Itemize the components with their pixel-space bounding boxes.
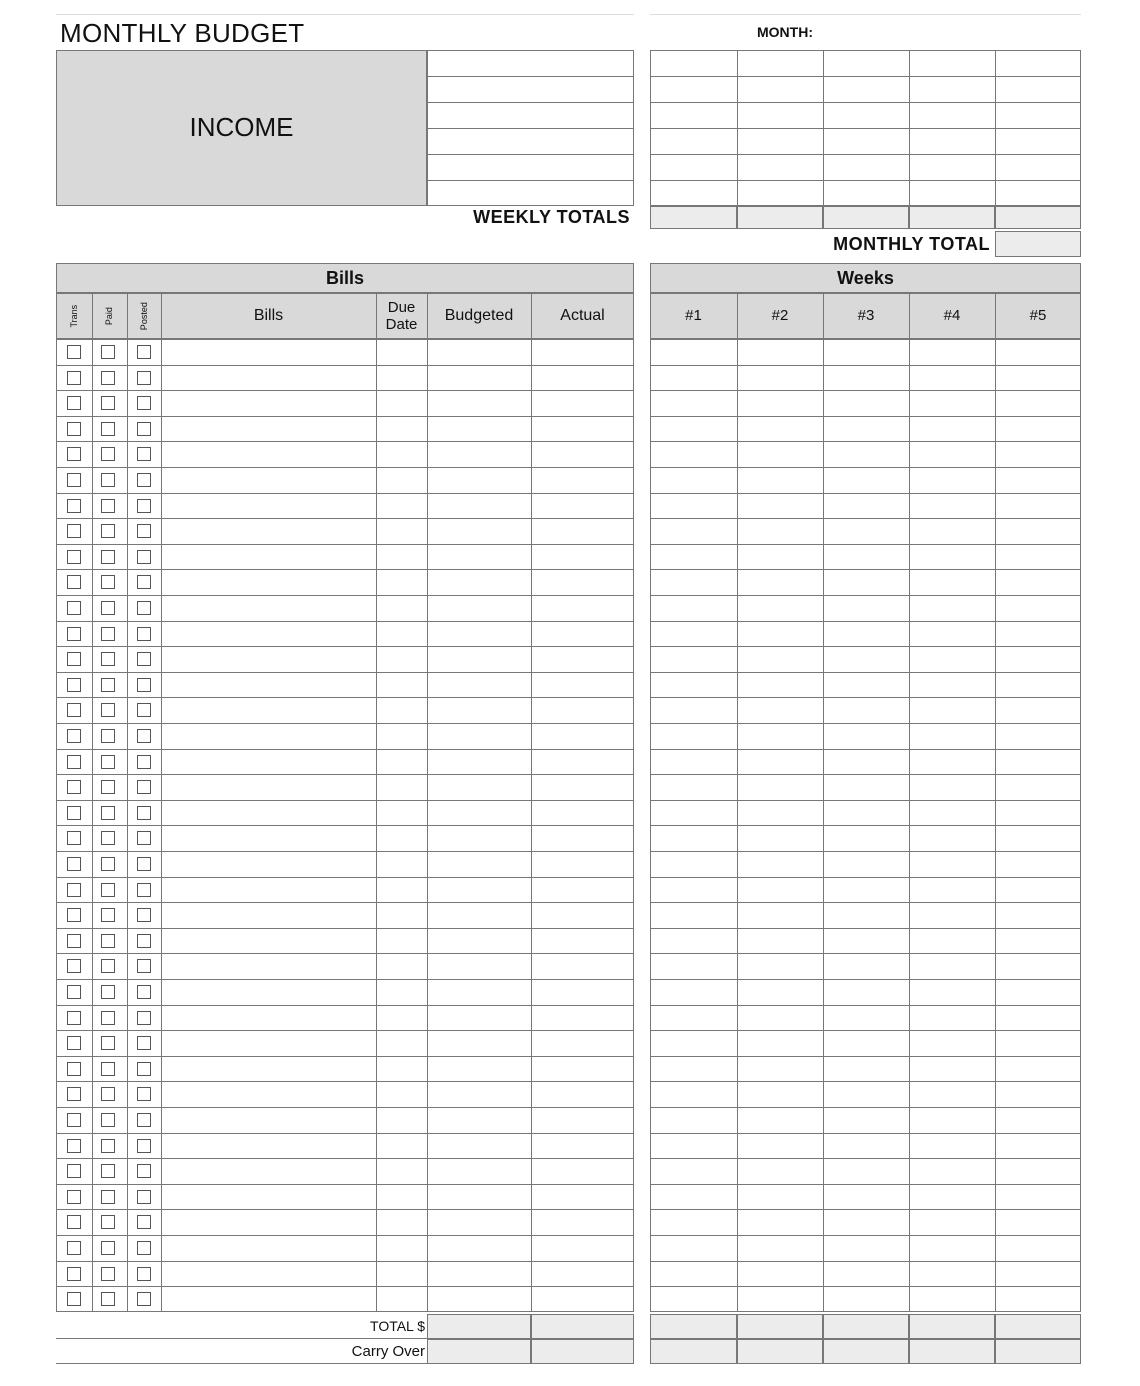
posted-checkbox[interactable]	[137, 345, 151, 359]
weekly-totals-label: WEEKLY TOTALS	[473, 207, 630, 227]
trans-checkbox[interactable]	[67, 1190, 81, 1204]
posted-checkbox[interactable]	[137, 806, 151, 820]
totals-faint-line	[56, 1338, 427, 1339]
posted-checkbox[interactable]	[137, 1241, 151, 1255]
weeks-row-line	[650, 621, 1081, 622]
posted-checkbox[interactable]	[137, 371, 151, 385]
posted-checkbox[interactable]	[137, 447, 151, 461]
weeks-row-line	[650, 851, 1081, 852]
weeks-section-header	[650, 263, 1081, 293]
trans-checkbox[interactable]	[67, 422, 81, 436]
total-week-field[interactable]	[995, 1314, 1081, 1339]
page-title: MONTHLY BUDGET	[60, 18, 305, 48]
paid-checkbox[interactable]	[101, 1113, 115, 1127]
weeks-row-line	[650, 518, 1081, 519]
income-weeks-line	[650, 102, 1081, 103]
weeks-row-line	[650, 902, 1081, 903]
carry-over-budgeted-field[interactable]	[427, 1339, 531, 1364]
weeks-row-line	[650, 1107, 1081, 1108]
paid-checkbox[interactable]	[101, 524, 115, 538]
posted-checkbox[interactable]	[137, 1062, 151, 1076]
trans-checkbox[interactable]	[67, 806, 81, 820]
trans-checkbox[interactable]	[67, 703, 81, 717]
bills-row-line	[56, 1030, 634, 1031]
trans-checkbox[interactable]	[67, 755, 81, 769]
posted-checkbox[interactable]	[137, 755, 151, 769]
bills-row-line	[56, 953, 634, 954]
income-weeks-divider	[823, 50, 824, 206]
weeks-row-line	[650, 979, 1081, 980]
weeks-row-line	[650, 569, 1081, 570]
income-entry-field[interactable]	[428, 155, 633, 180]
weeks-row-line	[650, 467, 1081, 468]
bills-row-line	[56, 979, 634, 980]
weeks-row-line	[650, 1184, 1081, 1185]
paid-checkbox[interactable]	[101, 1164, 115, 1178]
carry-over-week-field[interactable]	[650, 1339, 737, 1364]
posted-checkbox[interactable]	[137, 652, 151, 666]
total-week-field[interactable]	[823, 1314, 909, 1339]
weekly-total-field[interactable]	[995, 206, 1081, 229]
income-weeks-line	[650, 154, 1081, 155]
paid-checkbox[interactable]	[101, 345, 115, 359]
weeks-section-title: Weeks	[837, 267, 894, 288]
trans-checkbox[interactable]	[67, 1164, 81, 1178]
paid-checkbox[interactable]	[101, 1087, 115, 1101]
carry-over-week-field[interactable]	[995, 1339, 1081, 1364]
weeks-row-line	[650, 749, 1081, 750]
col-header-bills: Bills	[253, 306, 284, 324]
col-header-budgeted: Budgeted	[444, 306, 514, 324]
month-label: MONTH:	[757, 24, 813, 40]
income-entry-field[interactable]	[428, 77, 633, 102]
paid-checkbox[interactable]	[101, 422, 115, 436]
monthly-total-field[interactable]	[995, 231, 1081, 257]
weeks-row-line	[650, 697, 1081, 698]
bills-row-line	[56, 749, 634, 750]
weekly-total-field[interactable]	[909, 206, 995, 229]
weekly-total-field[interactable]	[737, 206, 823, 229]
paid-checkbox[interactable]	[101, 806, 115, 820]
trans-checkbox[interactable]	[67, 601, 81, 615]
bills-row-line	[56, 1005, 634, 1006]
income-weeks-divider	[909, 50, 910, 206]
trans-checkbox[interactable]	[67, 1241, 81, 1255]
bills-row-line	[56, 416, 634, 417]
weeks-row-line	[650, 1235, 1081, 1236]
trans-checkbox[interactable]	[67, 678, 81, 692]
paid-checkbox[interactable]	[101, 1215, 115, 1229]
trans-checkbox[interactable]	[67, 985, 81, 999]
bills-row-line	[56, 1286, 634, 1287]
trans-checkbox[interactable]	[67, 1267, 81, 1281]
posted-checkbox[interactable]	[137, 831, 151, 845]
trans-checkbox[interactable]	[67, 575, 81, 589]
trans-checkbox[interactable]	[67, 396, 81, 410]
month-field[interactable]	[822, 16, 1080, 50]
paid-checkbox[interactable]	[101, 473, 115, 487]
posted-checkbox[interactable]	[137, 499, 151, 513]
bills-row-line	[56, 825, 634, 826]
trans-checkbox[interactable]	[67, 831, 81, 845]
trans-checkbox[interactable]	[67, 857, 81, 871]
trans-checkbox[interactable]	[67, 1011, 81, 1025]
income-entry-field[interactable]	[428, 129, 633, 154]
trans-checkbox[interactable]	[67, 447, 81, 461]
paid-checkbox[interactable]	[101, 396, 115, 410]
paid-checkbox[interactable]	[101, 575, 115, 589]
paid-checkbox[interactable]	[101, 1036, 115, 1050]
carry-over-week-field[interactable]	[909, 1339, 995, 1364]
bills-total-label: TOTAL $	[370, 1318, 425, 1334]
paid-checkbox[interactable]	[101, 985, 115, 999]
posted-checkbox[interactable]	[137, 934, 151, 948]
weeks-row-line	[650, 1133, 1081, 1134]
posted-checkbox[interactable]	[137, 627, 151, 641]
income-weeks-line	[650, 180, 1081, 181]
bills-row-line	[56, 518, 634, 519]
trans-checkbox[interactable]	[67, 1292, 81, 1306]
weeks-row-line	[650, 493, 1081, 494]
col-header-week-5: #5	[1029, 307, 1047, 325]
posted-checkbox[interactable]	[137, 1267, 151, 1281]
weeks-row-line	[650, 441, 1081, 442]
weeks-row-line	[650, 825, 1081, 826]
income-entry-field[interactable]	[428, 103, 633, 128]
weekly-total-field[interactable]	[823, 206, 909, 229]
posted-checkbox[interactable]	[137, 1215, 151, 1229]
posted-checkbox[interactable]	[137, 1036, 151, 1050]
income-entry-field[interactable]	[428, 181, 633, 206]
bills-row-line	[56, 928, 634, 929]
bills-section-header	[56, 263, 634, 293]
weeks-row-line	[650, 390, 1081, 391]
bills-row-line	[56, 569, 634, 570]
bills-row-line	[56, 1107, 634, 1108]
carry-over-actual-field[interactable]	[531, 1339, 634, 1364]
posted-checkbox[interactable]	[137, 1164, 151, 1178]
posted-checkbox[interactable]	[137, 1292, 151, 1306]
total-week-field[interactable]	[737, 1314, 823, 1339]
paid-checkbox[interactable]	[101, 371, 115, 385]
trans-checkbox[interactable]	[67, 1087, 81, 1101]
bills-row-line	[56, 1235, 634, 1236]
col-header-actual: Actual	[560, 306, 605, 324]
trans-checkbox[interactable]	[67, 959, 81, 973]
weeks-row-line	[650, 1081, 1081, 1082]
posted-checkbox[interactable]	[137, 422, 151, 436]
posted-checkbox[interactable]	[137, 857, 151, 871]
paid-checkbox[interactable]	[101, 1011, 115, 1025]
posted-checkbox[interactable]	[137, 703, 151, 717]
weeks-row-line	[650, 953, 1081, 954]
bills-row-line	[56, 1056, 634, 1057]
bills-row-line	[56, 1184, 634, 1185]
col-header-week-3: #3	[857, 307, 875, 325]
paid-checkbox[interactable]	[101, 1062, 115, 1076]
paid-checkbox[interactable]	[101, 678, 115, 692]
posted-checkbox[interactable]	[137, 729, 151, 743]
trans-checkbox[interactable]	[67, 1036, 81, 1050]
trans-checkbox[interactable]	[67, 550, 81, 564]
trans-checkbox[interactable]	[67, 371, 81, 385]
weeks-row-line	[650, 672, 1081, 673]
income-weeks-divider	[995, 50, 996, 206]
bills-row-line	[56, 646, 634, 647]
bills-row-line	[56, 1158, 634, 1159]
trans-checkbox[interactable]	[67, 1113, 81, 1127]
paid-checkbox[interactable]	[101, 703, 115, 717]
trans-checkbox[interactable]	[67, 345, 81, 359]
posted-checkbox[interactable]	[137, 1011, 151, 1025]
paid-checkbox[interactable]	[101, 755, 115, 769]
bills-row-line	[56, 441, 634, 442]
weeks-row-line	[650, 1286, 1081, 1287]
bills-row-line	[56, 672, 634, 673]
col-header-week-2: #2	[771, 307, 789, 325]
trans-checkbox[interactable]	[67, 1139, 81, 1153]
paid-checkbox[interactable]	[101, 550, 115, 564]
trans-checkbox[interactable]	[67, 652, 81, 666]
posted-checkbox[interactable]	[137, 1087, 151, 1101]
weeks-row-line	[650, 1261, 1081, 1262]
income-weeks-line	[650, 76, 1081, 77]
posted-checkbox[interactable]	[137, 908, 151, 922]
posted-checkbox[interactable]	[137, 1190, 151, 1204]
weeks-row-line	[650, 774, 1081, 775]
paid-checkbox[interactable]	[101, 1190, 115, 1204]
paid-checkbox[interactable]	[101, 652, 115, 666]
weeks-row-line	[650, 544, 1081, 545]
paid-checkbox[interactable]	[101, 857, 115, 871]
paid-checkbox[interactable]	[101, 601, 115, 615]
weeks-row-line	[650, 365, 1081, 366]
paid-checkbox[interactable]	[101, 1292, 115, 1306]
carry-over-label: Carry Over	[351, 1343, 425, 1360]
bills-row-line	[56, 774, 634, 775]
bills-row-line	[56, 390, 634, 391]
paid-checkbox[interactable]	[101, 934, 115, 948]
bills-row-line	[56, 723, 634, 724]
trans-checkbox[interactable]	[67, 883, 81, 897]
bills-section-title: Bills	[325, 267, 364, 288]
col-header-paid: Paid	[104, 306, 115, 326]
trans-checkbox[interactable]	[67, 908, 81, 922]
paid-checkbox[interactable]	[101, 831, 115, 845]
paid-checkbox[interactable]	[101, 959, 115, 973]
income-label-cell	[56, 50, 427, 206]
paid-checkbox[interactable]	[101, 447, 115, 461]
weeks-row-line	[650, 646, 1081, 647]
bills-row-line	[56, 800, 634, 801]
bills-row-line	[56, 493, 634, 494]
trans-checkbox[interactable]	[67, 627, 81, 641]
posted-checkbox[interactable]	[137, 524, 151, 538]
posted-checkbox[interactable]	[137, 575, 151, 589]
paid-checkbox[interactable]	[101, 908, 115, 922]
paid-checkbox[interactable]	[101, 1267, 115, 1281]
bills-row-line	[56, 1261, 634, 1262]
bills-row-line	[56, 595, 634, 596]
weeks-row-line	[650, 1209, 1081, 1210]
bills-row-line	[56, 1209, 634, 1210]
carry-over-week-field[interactable]	[737, 1339, 823, 1364]
trans-checkbox[interactable]	[67, 934, 81, 948]
bills-row-line	[56, 1081, 634, 1082]
col-header-posted: Posted	[138, 301, 149, 331]
bills-row-line	[56, 851, 634, 852]
trans-checkbox[interactable]	[67, 473, 81, 487]
weekly-total-field[interactable]	[650, 206, 737, 229]
weeks-row-line	[650, 877, 1081, 878]
paid-checkbox[interactable]	[101, 1139, 115, 1153]
weeks-row-line	[650, 1158, 1081, 1159]
monthly-total-label: MONTHLY TOTAL	[833, 234, 990, 254]
trans-checkbox[interactable]	[67, 524, 81, 538]
weeks-row-line	[650, 595, 1081, 596]
posted-checkbox[interactable]	[137, 678, 151, 692]
paid-checkbox[interactable]	[101, 627, 115, 641]
posted-checkbox[interactable]	[137, 1113, 151, 1127]
col-header-week-1: #1	[685, 307, 702, 325]
paid-checkbox[interactable]	[101, 499, 115, 513]
posted-checkbox[interactable]	[137, 985, 151, 999]
weeks-row-line	[650, 928, 1081, 929]
posted-checkbox[interactable]	[137, 883, 151, 897]
total-week-field[interactable]	[909, 1314, 995, 1339]
col-header-due-date: Due Date	[385, 298, 418, 333]
bills-row-line	[56, 902, 634, 903]
paid-checkbox[interactable]	[101, 780, 115, 794]
weeks-row-line	[650, 1056, 1081, 1057]
bills-row-line	[56, 1133, 634, 1134]
total-week-field[interactable]	[650, 1314, 737, 1339]
posted-checkbox[interactable]	[137, 1139, 151, 1153]
bills-row-line	[56, 544, 634, 545]
posted-checkbox[interactable]	[137, 780, 151, 794]
bills-row-line	[56, 467, 634, 468]
paid-checkbox[interactable]	[101, 729, 115, 743]
income-label: INCOME	[189, 112, 294, 143]
col-header-trans: Trans	[68, 304, 79, 328]
trans-checkbox[interactable]	[67, 1062, 81, 1076]
bills-row-line	[56, 621, 634, 622]
posted-checkbox[interactable]	[137, 550, 151, 564]
posted-checkbox[interactable]	[137, 601, 151, 615]
income-entry-field[interactable]	[428, 51, 633, 76]
bills-row-line	[56, 697, 634, 698]
trans-checkbox[interactable]	[67, 780, 81, 794]
income-weeks-divider	[737, 50, 738, 206]
paid-checkbox[interactable]	[101, 1241, 115, 1255]
paid-checkbox[interactable]	[101, 883, 115, 897]
carry-over-week-field[interactable]	[823, 1339, 909, 1364]
trans-checkbox[interactable]	[67, 1215, 81, 1229]
bills-row-line	[56, 365, 634, 366]
bills-row-line	[56, 877, 634, 878]
posted-checkbox[interactable]	[137, 473, 151, 487]
totals-faint-line	[56, 1363, 427, 1364]
trans-checkbox[interactable]	[67, 729, 81, 743]
total-actual-field[interactable]	[531, 1314, 634, 1339]
posted-checkbox[interactable]	[137, 959, 151, 973]
weeks-row-line	[650, 800, 1081, 801]
weeks-row-line	[650, 1005, 1081, 1006]
trans-checkbox[interactable]	[67, 499, 81, 513]
weeks-row-line	[650, 416, 1081, 417]
col-header-week-4: #4	[943, 307, 961, 325]
weeks-row-line	[650, 1030, 1081, 1031]
posted-checkbox[interactable]	[137, 396, 151, 410]
weeks-row-line	[650, 723, 1081, 724]
income-weeks-line	[650, 128, 1081, 129]
total-budgeted-field[interactable]	[427, 1314, 531, 1339]
